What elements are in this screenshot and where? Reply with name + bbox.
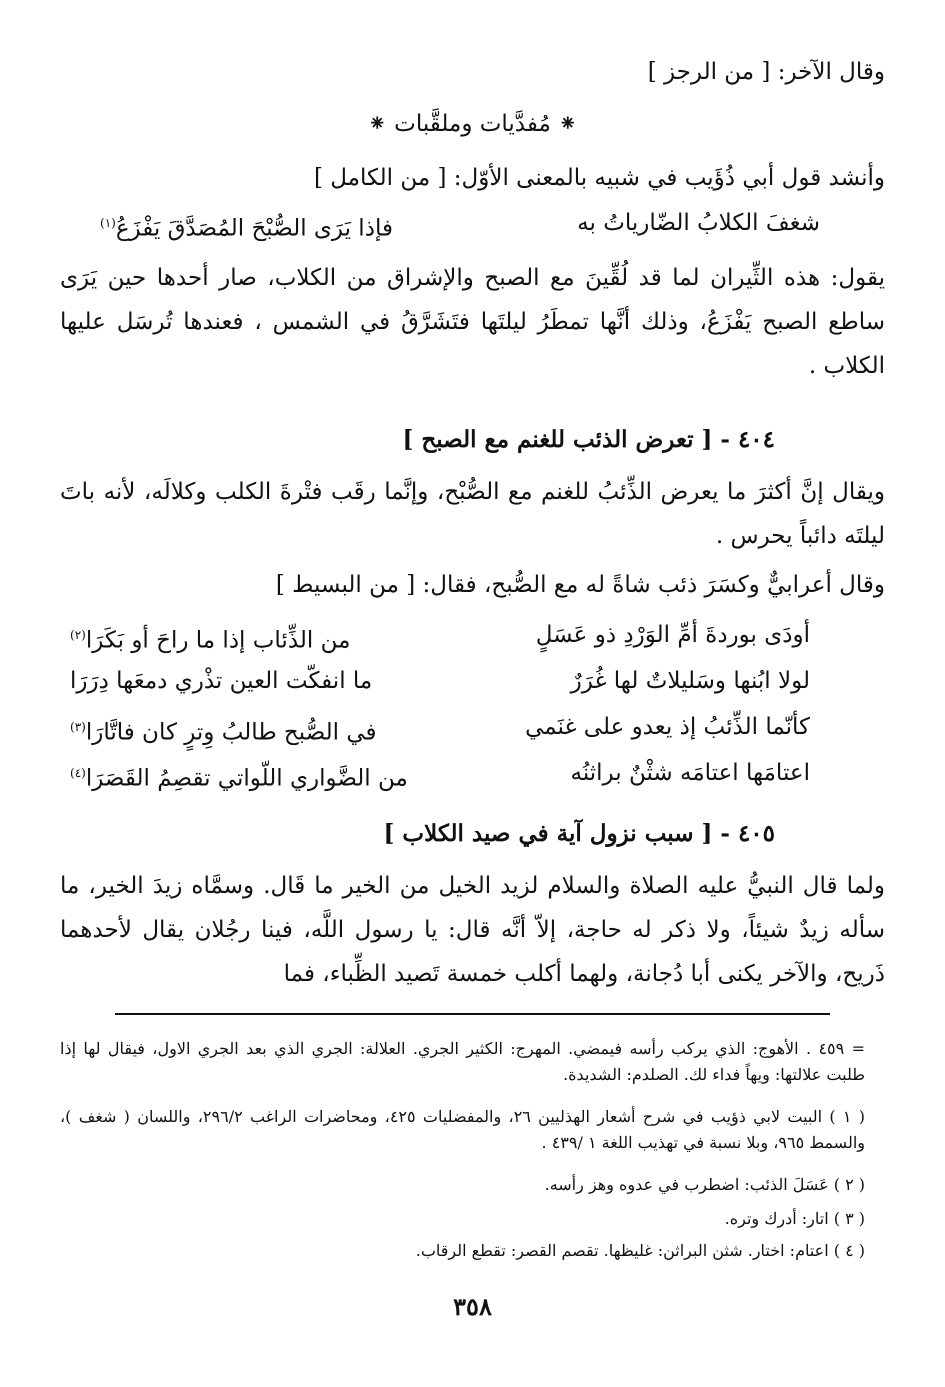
verse-line [70,658,810,704]
verse-hemistich-2: فإذا يَرَى الصُّبْحَ المُصَدَّقَ يَفْزَعُ$^{(١)}$ [100,215,393,242]
verse-hemistich-2: في الصُّبح طالبُ وِترٍ كان فاتَّارَا$^{(٣)}$ [70,719,377,746]
footnote-ref: (٢) [70,628,86,642]
paragraph: وقال أعرابيٌّ وكسَرَ ذئب شاةً له مع الصُّبح، فقال: [ من البسيط ] [275,572,885,598]
footnote-ref: (٣) [70,720,86,734]
footnote-divider [115,1013,830,1015]
footnote-ref: (١) [100,216,116,230]
footnote: = ٤٥٩ . الأهوج: الذي يركب رأسه فيمضي. المهرج: الكثير الجري. العلالة: الجري الذي بعد الجري الاول، فيقال لها إذا طلبت علالتها: ويهاً فداء لك. الصلدم: الشديدة. [60,1039,865,1084]
verse-line [70,704,810,750]
footnote: ( ٣ ) اتار: أدرك وتره. [724,1209,865,1228]
footnote-ref: (٤) [70,766,86,780]
paragraph: يقول: هذه الثِّيران لما قد لُقِّينَ مع الصبح والإشراق من الكلاب، صار أحدها حين يَرَى ساطع الصبح يَفْزَعُ، وذلك أنَّها تمطَرُ ليلتَها فتَشَرَّقُ في الشمس ، فعندها تُرسَل عليها الكلاب . [60,265,885,379]
section-heading-404: ٤٠٤ - [ تعرض الذئب للغنم مع الصبح ] [402,426,775,453]
section-heading-405: ٤٠٥ - [ سبب نزول آية في صيد الكلاب ] [383,820,775,847]
footnote: ( ١ ) البيت لابي ذؤيب في شرح أشعار الهذليين ٢٦، والمفضليات ٤٢٥، ومحاضرات الراغب ٢٩٦/٢، واللسان ( شغف )، والسمط ٩٦٥، وبلا نسبة في تهذيب اللغة ١ /٤٣٩ . [60,1107,866,1152]
verse-hemistich-1: اعتامَها اعتامَه شثْنٌ براثنُه [570,760,810,786]
paragraph: ولما قال النبيُّ عليه الصلاة والسلام لزيد الخيل من الخير ما قَال. وسمَّاه زيدَ الخير، ما سأله زيدٌ شيئاً، ولا ذكر له حاجة، إلاّ أنَّه قال: يا رسول اللَّه، فينا رجُلان يقال لأحدهما ذَريح، والآخر يكنى أبا دُجانة، ولهما أكلب خمسة تَصيد الظِّباء، فما [60,873,885,987]
subtitle-line: ⁕ مُفدَّيات وملقَّبات ⁕ [367,111,578,137]
verse-line [100,200,820,246]
verse-hemistich-1: شغفَ الكلابُ الضّارياتُ به [577,210,820,236]
footnote: ( ٢ ) عَسَلَ الذئب: اضطرب في عدوه وهز رأسه. [544,1175,865,1194]
verse-hemistich-1: أودَى بوردةَ أمِّ الوَرْدِ ذو عَسَلٍ [535,622,810,648]
verse-line [70,612,810,658]
verse-hemistich-1: لولا ابُنها وسَليلاتٌ لها غُرَرٌ [570,668,810,694]
verse-hemistich-2: ما انفكّت العين تذْري دمعَها دِرَرَا [70,668,373,694]
paragraph: ويقال إنَّ أكثرَ ما يعرض الذِّئبُ للغنم مع الصُّبْح، وإنَّما رقَب فتْرةَ الكلب وكلالَه، لأنه باتَ ليلتَه دائباً يحرس . [60,479,885,549]
verse-hemistich-2: من الذِّئاب إذا ما راحَ أو بَكَرَا$^{(٢)}$ [70,627,351,654]
quote-intro: وأنشد قول أبي ذُؤَيب في شبيه بالمعنى الأوّل: [ من الكامل ] [313,165,885,191]
intro-line: وقال الآخر: [ من الرجز ] [647,59,885,85]
verse-hemistich-1: كأنّما الذِّئبُ إذ يعدو على غنَمي [525,714,810,740]
verse-line [70,750,810,796]
verse-hemistich-2: من الضَّواري اللّواتي تقصِمُ القَصَرَا$^{(٤)}$ [70,765,408,792]
page-number: ٣٥٨ [453,1292,492,1321]
footnote: ( ٤ ) اعتام: اختار. شثن البراثن: غليظها. تقصم القصر: تقطع الرقاب. [415,1241,865,1260]
